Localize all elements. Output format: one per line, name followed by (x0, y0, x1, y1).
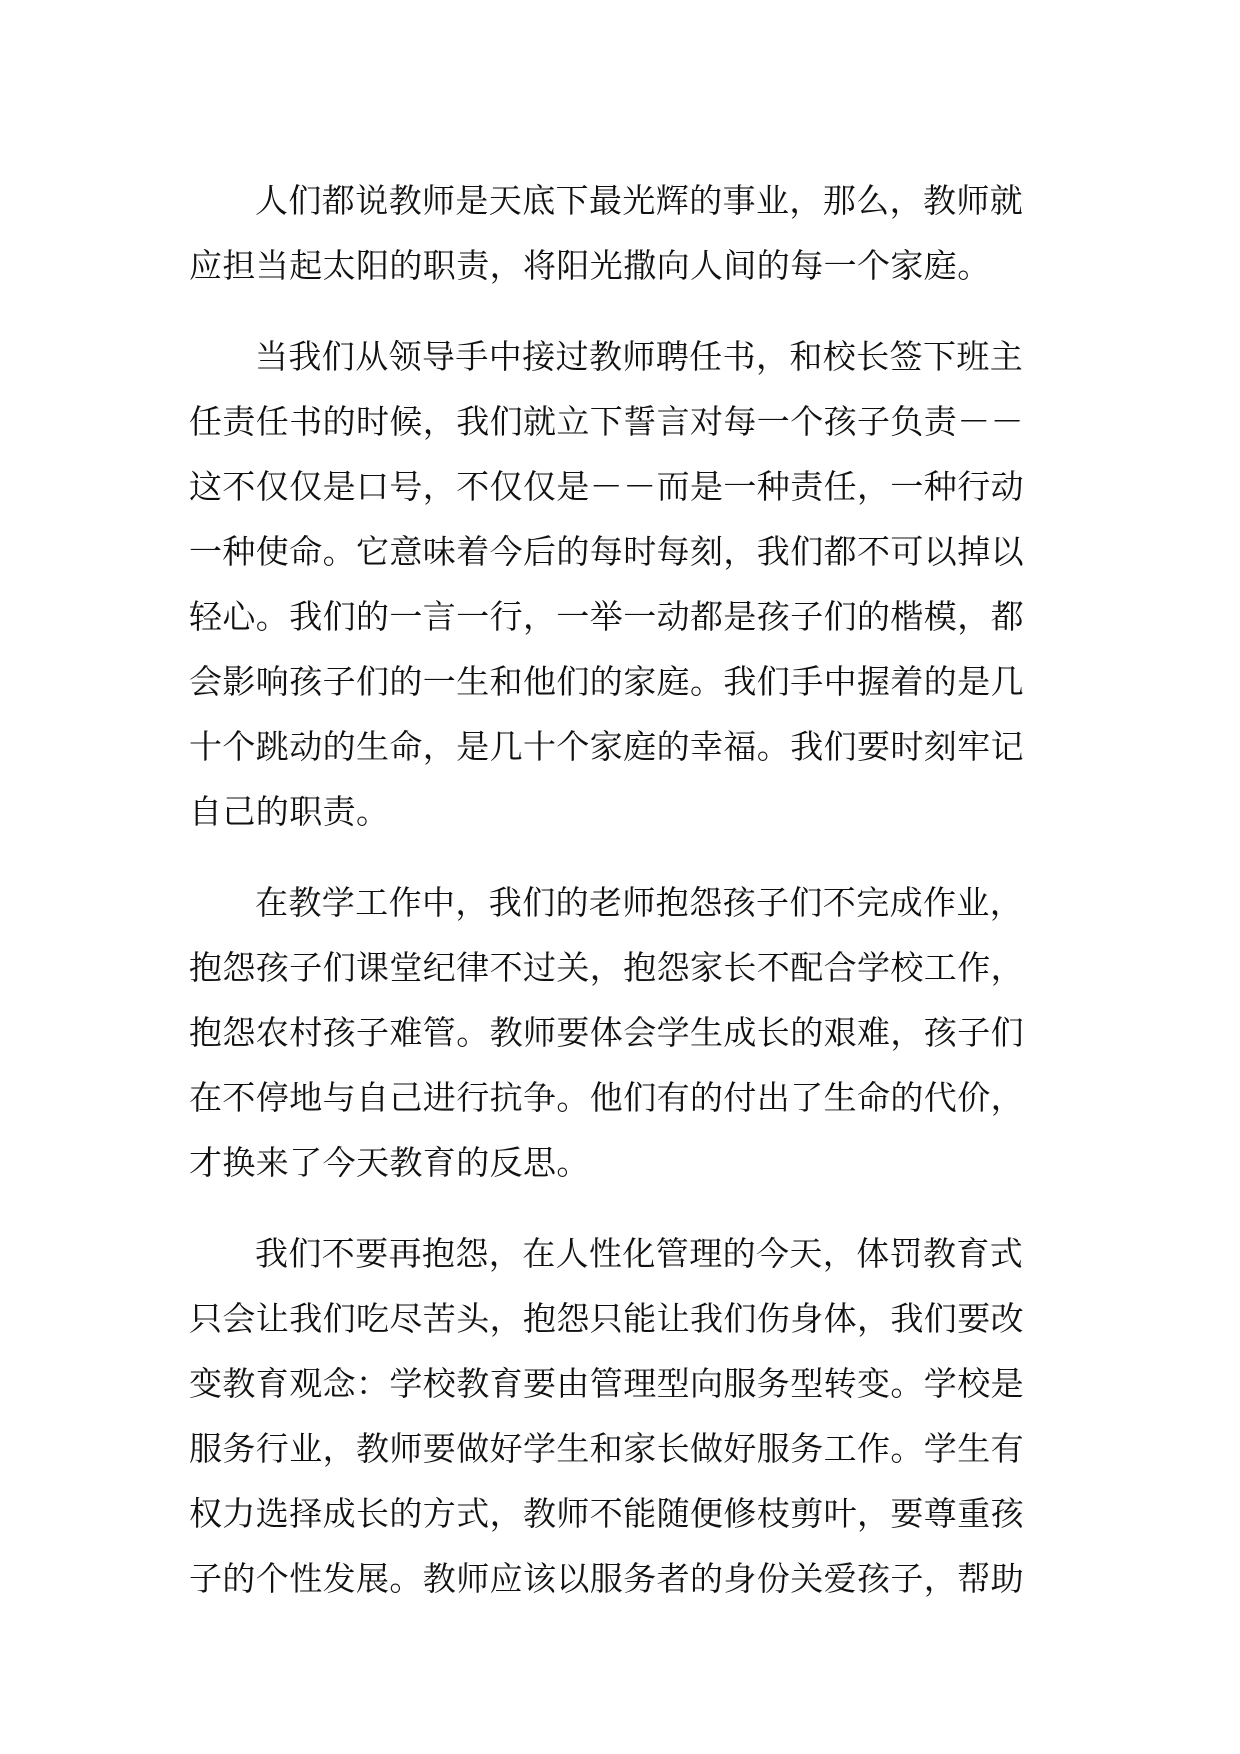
text-line: 这不仅仅是口号，不仅仅是－－而是一种责任，一种行动 (189, 467, 1024, 506)
paragraph-2 (189, 324, 1059, 844)
text-line: 抱怨孩子们课堂纪律不过关，抱怨家长不配合学校工作， (189, 948, 1024, 987)
text-line: 变教育观念：学校教育要由管理型向服务型转变。学校是 (189, 1364, 1024, 1403)
text-line: 应担当起太阳的职责，将阳光撒向人间的每一个家庭。 (189, 246, 991, 285)
paragraph-1 (189, 168, 1059, 298)
text-line: 当我们从领导手中接过教师聘任书，和校长签下班主 (255, 337, 1024, 376)
text-line: 权力选择成长的方式，教师不能随便修枝剪叶，要尊重孩 (189, 1494, 1024, 1533)
text-line: 十个跳动的生命，是几十个家庭的幸福。我们要时刻牢记 (189, 727, 1024, 766)
paragraph-gap (189, 844, 1059, 870)
text-line: 在教学工作中，我们的老师抱怨孩子们不完成作业， (255, 883, 1024, 922)
text-line: 轻心。我们的一言一行，一举一动都是孩子们的楷模，都 (189, 597, 1024, 636)
text-line: 一种使命。它意味着今后的每时每刻，我们都不可以掉以 (189, 532, 1024, 571)
text-line: 才换来了今天教育的反思。 (189, 1143, 590, 1182)
text-line: 会影响孩子们的一生和他们的家庭。我们手中握着的是几 (189, 662, 1024, 701)
text-line: 只会让我们吃尽苦头，抱怨只能让我们伤身体，我们要改 (189, 1299, 1024, 1338)
paragraph-gap (189, 298, 1059, 324)
text-line: 我们不要再抱怨，在人性化管理的今天，体罚教育式 (255, 1234, 1024, 1273)
document-body (189, 168, 1059, 1611)
text-line: 服务行业，教师要做好学生和家长做好服务工作。学生有 (189, 1429, 1024, 1468)
text-line: 子的个性发展。教师应该以服务者的身份关爱孩子，帮助 (189, 1559, 1024, 1598)
text-line: 自己的职责。 (189, 792, 390, 831)
paragraph-3 (189, 870, 1059, 1195)
text-line: 任责任书的时候，我们就立下誓言对每一个孩子负责－－ (189, 402, 1024, 441)
paragraph-4 (189, 1221, 1059, 1611)
text-line: 抱怨农村孩子难管。教师要体会学生成长的艰难，孩子们 (189, 1013, 1024, 1052)
text-line: 在不停地与自己进行抗争。他们有的付出了生命的代价， (189, 1078, 1024, 1117)
text-line: 人们都说教师是天底下最光辉的事业，那么，教师就 (255, 181, 1024, 220)
paragraph-gap (189, 1195, 1059, 1221)
